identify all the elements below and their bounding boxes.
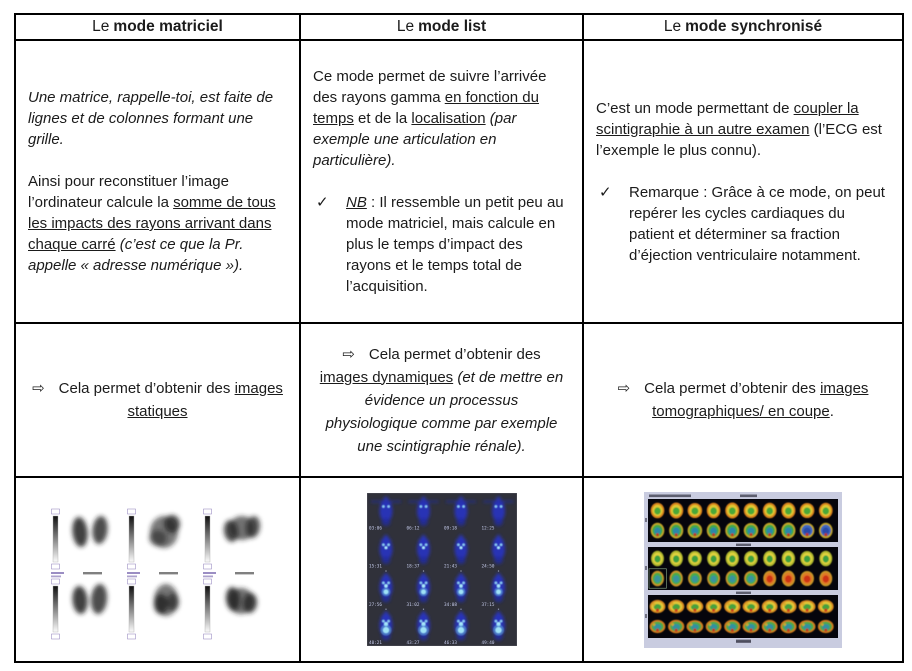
synchronise-result-end: . <box>829 403 834 420</box>
list-result-text: Cela permet d’obtenir des <box>368 345 541 363</box>
matriciel-body-underline: somme de tous les impacts des rayons arrivant dans chaque carré <box>28 194 276 253</box>
svg-text:12:25: 12:25 <box>481 526 494 532</box>
list-intro-italic: (par exemple une articulation en particulière). <box>313 110 517 169</box>
matriciel-description-cell <box>16 41 299 322</box>
svg-text:24:50: 24:50 <box>481 564 494 570</box>
renal-dynamic-scintigraphy-image <box>367 493 517 646</box>
matriciel-result-cell <box>16 324 299 476</box>
matriciel-result-text: Cela permet d’obtenir des <box>58 380 235 397</box>
svg-text:46:33: 46:33 <box>443 641 457 646</box>
matriciel-intro-text: Une matrice, rappelle-toi, est faite de lignes et de colonnes formant une grille. <box>28 89 274 148</box>
svg-text:06:12: 06:12 <box>406 526 419 532</box>
right-arrow-icon: ⇨ <box>342 345 355 363</box>
list-intro-underline-1: en fonction du temps <box>313 89 539 127</box>
synchronise-result <box>600 377 886 423</box>
header-mode-matriciel <box>16 15 299 39</box>
list-result-cell <box>301 324 582 476</box>
svg-text:03:06: 03:06 <box>368 526 382 532</box>
header-prefix: Le <box>92 18 110 35</box>
list-intro-mid: et de la <box>353 110 412 127</box>
synchronise-result-underline: images tomographiques/ en coupe <box>652 380 869 420</box>
list-nb-item <box>313 192 570 297</box>
synchronise-image-cell <box>584 478 902 661</box>
synchronise-intro <box>596 98 890 161</box>
checkmark-icon: ✓ <box>599 183 612 201</box>
matriciel-body <box>28 171 287 276</box>
header-mode-synchronise <box>584 15 902 39</box>
right-arrow-icon: ⇨ <box>32 380 45 397</box>
synchronise-intro-start: C’est un mode permettant de <box>596 99 794 117</box>
svg-text:09:18: 09:18 <box>443 526 457 532</box>
matriciel-result <box>32 377 283 423</box>
svg-text:49:40: 49:40 <box>481 641 494 646</box>
list-result-underline: images dynamiques <box>319 368 454 386</box>
modes-table <box>14 13 904 663</box>
list-intro-start: Ce mode permet de suivre l’arrivée des rayons gamma <box>313 68 547 106</box>
synchronise-intro-underline: coupler la scintigraphie à un autre examen <box>596 99 859 138</box>
matriciel-body-italic: (c’est ce que la Pr. appelle « adresse numérique »). <box>28 236 244 274</box>
matriciel-body-start: Ainsi pour reconstituer l’image l’ordinateur calcule la <box>28 173 229 211</box>
header-bold: mode synchronisé <box>685 18 823 35</box>
svg-text:43:27: 43:27 <box>406 641 419 646</box>
header-bold: mode list <box>418 18 487 35</box>
svg-text:40:21: 40:21 <box>368 641 382 646</box>
svg-text:31:02: 31:02 <box>406 602 419 608</box>
svg-text:15:31: 15:31 <box>368 564 382 570</box>
svg-text:37:15: 37:15 <box>481 602 494 608</box>
header-mode-list <box>301 15 582 39</box>
header-prefix: Le <box>396 18 415 35</box>
list-nb-text: : Il ressemble un petit peu au mode matriciel, mais calcule en plus le temps d’impact des rayons et le temps total de l’acquisition. <box>346 194 564 295</box>
synchronise-description-cell <box>584 41 902 322</box>
matriciel-result-underline: images statiques <box>127 380 283 420</box>
synchronise-intro-end: (l’ECG est l’exemple le plus connu). <box>596 120 882 159</box>
synchronise-result-cell <box>584 324 902 476</box>
matriciel-intro <box>28 87 287 150</box>
brain-tomography-image <box>644 492 842 648</box>
list-intro <box>313 66 570 171</box>
synchronise-remark-text: Remarque : Grâce à ce mode, on peut repérer les cycles cardiaques du patient et déterminer sa fraction d’éjection ventriculaire notamment. <box>629 183 885 264</box>
synchronise-result-text: Cela permet d’obtenir des <box>644 380 821 397</box>
svg-text:27:56: 27:56 <box>368 602 382 608</box>
list-nb-label: NB <box>346 194 367 211</box>
list-result-italic: (et de mettre en évidence un processus physiologique comme par exemple une scintigraphie rénale). <box>325 368 564 455</box>
svg-text:34:08: 34:08 <box>443 602 457 608</box>
right-arrow-icon: ⇨ <box>617 380 631 397</box>
list-result <box>317 343 566 458</box>
list-description-cell <box>301 41 582 322</box>
synchronise-remark-item <box>596 182 890 266</box>
header-bold: mode matriciel <box>113 18 223 35</box>
svg-text:18:37: 18:37 <box>406 564 419 570</box>
lung-scintigraphy-image <box>46 500 270 640</box>
list-image-cell <box>301 478 582 661</box>
list-intro-underline-2: localisation <box>411 110 486 127</box>
matriciel-image-cell <box>16 478 299 661</box>
header-prefix: Le <box>663 18 682 35</box>
checkmark-icon: ✓ <box>316 194 329 211</box>
svg-text:21:43: 21:43 <box>443 564 457 570</box>
list-nb-text-block <box>346 192 570 297</box>
